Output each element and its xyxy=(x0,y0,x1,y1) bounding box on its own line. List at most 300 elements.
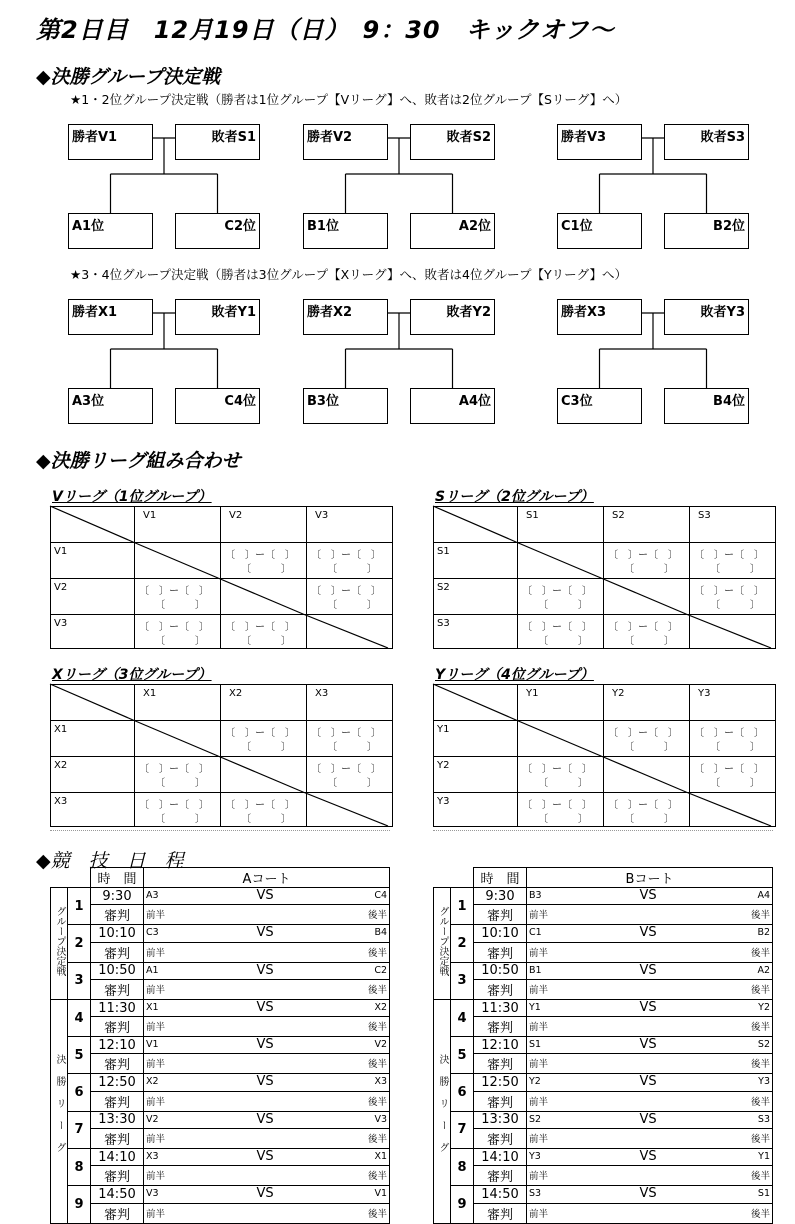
bracket-winner-box-label: 勝者V1 xyxy=(72,130,118,145)
league-col-header: S2 xyxy=(612,510,625,521)
bracket-loser-box xyxy=(410,124,495,160)
score-cell[interactable] xyxy=(694,585,771,613)
referee-label: 審判 xyxy=(91,1203,144,1223)
league-cell xyxy=(518,685,604,721)
match-number: 3 xyxy=(68,962,91,999)
match-cell xyxy=(527,999,773,1016)
league-cell xyxy=(307,721,393,757)
group-label-text: 決勝リーグ xyxy=(54,1054,65,1165)
bracket-seed-box xyxy=(557,388,642,424)
half-cell xyxy=(144,1203,390,1223)
vs-label: VS xyxy=(256,999,274,1015)
team-b: A4 xyxy=(757,890,770,901)
score-cell[interactable] xyxy=(139,621,216,649)
score-line: 〔 〕ー〔 〕 xyxy=(694,764,764,775)
court-header: Aコート xyxy=(144,868,390,888)
bracket-seed-box-label: B4位 xyxy=(713,394,745,409)
half-cell xyxy=(144,1017,390,1037)
referee-label: 審判 xyxy=(474,905,527,925)
score-cell[interactable] xyxy=(694,727,771,755)
score-total: 〔 〕 xyxy=(327,600,377,611)
match-time: 10:10 xyxy=(474,925,527,942)
half-cell xyxy=(144,1054,390,1074)
team-b: S2 xyxy=(757,1039,770,1051)
team-b: V2 xyxy=(374,1039,387,1051)
bracket-seed-box-label: B3位 xyxy=(307,394,339,409)
second-half: 後半 xyxy=(367,984,387,996)
bracket-loser-box xyxy=(664,124,749,160)
team-b: A2 xyxy=(757,964,770,976)
match-cell xyxy=(527,1037,773,1054)
score-cell[interactable] xyxy=(608,621,685,649)
league-col-header: X3 xyxy=(315,688,329,699)
league-cell xyxy=(604,579,690,615)
schedule-corner xyxy=(51,868,68,888)
team-b: Y2 xyxy=(758,1001,770,1013)
league-cell xyxy=(221,543,307,579)
referee-label: 審判 xyxy=(91,1166,144,1186)
league-cell xyxy=(690,685,776,721)
page-title: 第2日目 12月19日（日） 9：30 キックオフ〜 xyxy=(36,16,615,44)
score-cell[interactable] xyxy=(522,621,599,649)
match-time: 14:50 xyxy=(474,1186,527,1203)
league-cell xyxy=(518,615,604,649)
half-cell xyxy=(527,1054,773,1074)
score-cell[interactable] xyxy=(522,799,599,827)
referee-label: 審判 xyxy=(91,942,144,962)
bracket-loser-box-label: 敗者Y1 xyxy=(211,305,256,320)
first-half: 前半 xyxy=(146,910,166,922)
first-half: 前半 xyxy=(529,910,549,922)
league-row-header: Y3 xyxy=(437,796,450,807)
score-total: 〔 〕 xyxy=(710,564,760,575)
match-number: 2 xyxy=(451,925,474,962)
referee-label: 審判 xyxy=(474,1203,527,1223)
second-half: 後半 xyxy=(750,1134,770,1146)
league-cell xyxy=(518,721,604,757)
match-cell xyxy=(144,925,390,942)
score-cell[interactable] xyxy=(311,585,388,613)
match-time: 14:50 xyxy=(91,1186,144,1203)
second-half: 後半 xyxy=(750,1022,770,1034)
league-cell xyxy=(518,793,604,827)
half-cell xyxy=(527,1203,773,1223)
league-cell xyxy=(690,757,776,793)
vs-label: VS xyxy=(639,1149,657,1165)
league-cell xyxy=(307,685,393,721)
score-line: 〔 〕ー〔 〕 xyxy=(225,550,295,561)
match-number: 8 xyxy=(68,1149,91,1186)
team-a: A1 xyxy=(146,964,159,976)
score-line: 〔 〕ー〔 〕 xyxy=(608,728,678,739)
score-cell[interactable] xyxy=(225,727,302,755)
match-time: 10:10 xyxy=(91,925,144,942)
first-half: 前半 xyxy=(146,984,166,996)
second-half: 後半 xyxy=(367,1059,387,1071)
team-a: Y2 xyxy=(529,1076,541,1088)
first-half: 前半 xyxy=(146,1208,166,1220)
first-half: 前半 xyxy=(529,1022,549,1034)
bracket-loser-box-label: 敗者S1 xyxy=(211,130,256,145)
league-col-header: V3 xyxy=(315,510,329,521)
score-line: 〔 〕ー〔 〕 xyxy=(694,728,764,739)
schedule-table xyxy=(50,867,390,1224)
league-title: Xリーグ（3位グループ） xyxy=(52,667,212,683)
league-cell xyxy=(307,615,393,649)
team-a: C3 xyxy=(146,927,159,939)
score-total: 〔 〕 xyxy=(155,814,205,825)
score-line: 〔 〕ー〔 〕 xyxy=(139,622,209,633)
bracket-seed-box-label: C4位 xyxy=(224,394,256,409)
team-a: S3 xyxy=(529,1188,542,1200)
league-cell xyxy=(221,721,307,757)
league-row-header: X3 xyxy=(54,796,68,807)
score-cell[interactable] xyxy=(139,799,216,827)
match-number: 4 xyxy=(68,999,91,1036)
match-number: 5 xyxy=(451,1037,474,1074)
score-cell[interactable] xyxy=(139,585,216,613)
league-cell xyxy=(51,579,135,615)
league-cell xyxy=(135,579,221,615)
match-time: 11:30 xyxy=(91,999,144,1016)
bracket-seed-box xyxy=(303,388,388,424)
team-a: V3 xyxy=(146,1188,159,1200)
league-cell xyxy=(690,721,776,757)
score-total: 〔 〕 xyxy=(710,742,760,753)
league-cell xyxy=(51,507,135,543)
score-cell[interactable] xyxy=(694,549,771,577)
league-cell xyxy=(307,507,393,543)
score-cell[interactable] xyxy=(522,763,599,791)
league-row-header: S1 xyxy=(437,546,450,557)
league-cell xyxy=(604,685,690,721)
referee-label: 審判 xyxy=(91,1017,144,1037)
league-cell xyxy=(221,579,307,615)
team-a: Y3 xyxy=(529,1151,541,1163)
match-number: 7 xyxy=(451,1111,474,1148)
score-line: 〔 〕ー〔 〕 xyxy=(522,622,592,633)
score-total: 〔 〕 xyxy=(538,814,588,825)
bracket-seed-box-label: C1位 xyxy=(561,219,593,234)
bracket-seed-box-label: A4位 xyxy=(458,394,491,409)
score-cell[interactable] xyxy=(139,763,216,791)
league-cell xyxy=(307,757,393,793)
league-title: Sリーグ（2位グループ） xyxy=(435,489,594,505)
match-time: 10:50 xyxy=(91,962,144,979)
league-table xyxy=(50,506,393,649)
league-col-header: Y2 xyxy=(612,688,625,699)
first-half: 前半 xyxy=(529,1171,549,1183)
league-cell xyxy=(604,543,690,579)
league-cell xyxy=(135,721,221,757)
team-b: S1 xyxy=(757,1188,770,1200)
league-cell xyxy=(518,579,604,615)
league-cell xyxy=(434,579,518,615)
first-half: 前半 xyxy=(146,1171,166,1183)
bracket-seed-box xyxy=(664,388,749,424)
bracket-winner-box xyxy=(303,124,388,160)
vs-label: VS xyxy=(256,888,274,903)
score-cell[interactable] xyxy=(225,621,302,649)
league-row-header: V3 xyxy=(54,618,68,629)
bracket-winner-box xyxy=(557,299,642,335)
bracket-winner-box-label: 勝者X1 xyxy=(72,305,118,320)
league-col-header: X1 xyxy=(143,688,157,699)
vs-label: VS xyxy=(639,1186,657,1202)
bracket-winner-box-label: 勝者V3 xyxy=(561,130,607,145)
second-half: 後半 xyxy=(367,1134,387,1146)
match-number: 8 xyxy=(451,1149,474,1186)
league-cell xyxy=(51,757,135,793)
score-total: 〔 〕 xyxy=(155,636,205,647)
league-row-header: S3 xyxy=(437,618,450,629)
league-cell xyxy=(221,507,307,543)
match-time: 12:50 xyxy=(91,1074,144,1091)
league-cell xyxy=(434,757,518,793)
group-label-text: 決勝リーグ xyxy=(437,1054,448,1165)
match-time: 13:30 xyxy=(91,1111,144,1128)
league-cell xyxy=(434,543,518,579)
team-b: Y3 xyxy=(758,1076,770,1088)
league-cell xyxy=(51,721,135,757)
league-row-header: V1 xyxy=(54,546,68,557)
league-cell xyxy=(135,793,221,827)
match-cell xyxy=(144,1149,390,1166)
bracket-loser-box xyxy=(410,299,495,335)
league-row-header: Y1 xyxy=(437,724,450,735)
match-time: 12:50 xyxy=(474,1074,527,1091)
match-cell xyxy=(144,1074,390,1091)
team-a: V1 xyxy=(146,1039,159,1051)
bracket-loser-box-label: 敗者Y2 xyxy=(446,305,491,320)
time-header: 時 間 xyxy=(474,868,527,888)
score-line: 〔 〕ー〔 〕 xyxy=(608,622,678,633)
score-line: 〔 〕ー〔 〕 xyxy=(311,764,381,775)
vs-label: VS xyxy=(639,888,657,903)
second-half: 後半 xyxy=(750,984,770,996)
referee-label: 審判 xyxy=(474,1129,527,1149)
team-b: X1 xyxy=(374,1151,387,1163)
referee-label: 審判 xyxy=(91,905,144,925)
league-col-header: S1 xyxy=(526,510,539,521)
league-cell xyxy=(604,793,690,827)
score-cell[interactable] xyxy=(311,549,388,577)
league-cell xyxy=(221,615,307,649)
final-group-note-2: ★3・4位グループ決定戦（勝者は3位グループ【Xリーグ】へ、敗者は4位グループ【Yリーグ】へ） xyxy=(70,267,627,282)
first-half: 前半 xyxy=(529,947,549,959)
bracket-winner-box xyxy=(68,124,153,160)
referee-label: 審判 xyxy=(474,1054,527,1074)
league-row-header: V2 xyxy=(54,582,68,593)
second-half: 後半 xyxy=(367,910,387,922)
match-cell xyxy=(144,1037,390,1054)
half-cell xyxy=(527,1166,773,1186)
bracket-seed-box-label: C2位 xyxy=(224,219,256,234)
bracket-seed-box xyxy=(410,388,495,424)
referee-label: 審判 xyxy=(474,979,527,999)
bracket-seed-box xyxy=(410,213,495,249)
final-group-note-1: ★1・2位グループ決定戦（勝者は1位グループ【Vリーグ】へ、敗者は2位グループ【Sリーグ】へ） xyxy=(70,92,628,107)
league-cell xyxy=(221,793,307,827)
score-total: 〔 〕 xyxy=(155,600,205,611)
match-cell xyxy=(527,1149,773,1166)
second-half: 後半 xyxy=(367,1022,387,1034)
league-col-header: Y3 xyxy=(698,688,711,699)
league-cell xyxy=(307,793,393,827)
first-half: 前半 xyxy=(146,1134,166,1146)
second-half: 後半 xyxy=(750,1059,770,1071)
referee-label: 審判 xyxy=(474,1166,527,1186)
league-row-header: X2 xyxy=(54,760,68,771)
score-cell[interactable] xyxy=(225,549,302,577)
time-header: 時 間 xyxy=(91,868,144,888)
score-line: 〔 〕ー〔 〕 xyxy=(225,622,295,633)
half-cell xyxy=(144,905,390,925)
league-cell xyxy=(135,757,221,793)
team-b: S3 xyxy=(757,1113,770,1125)
team-a: V2 xyxy=(146,1113,159,1125)
league-cell xyxy=(604,507,690,543)
league-cell xyxy=(434,793,518,827)
match-number: 7 xyxy=(68,1111,91,1148)
score-line: 〔 〕ー〔 〕 xyxy=(522,586,592,597)
second-half: 後半 xyxy=(367,1208,387,1220)
half-cell xyxy=(144,1129,390,1149)
second-half: 後半 xyxy=(367,947,387,959)
first-half: 前半 xyxy=(146,1022,166,1034)
vs-label: VS xyxy=(256,925,274,941)
bracket-seed-box-label: A2位 xyxy=(458,219,491,234)
first-half: 前半 xyxy=(146,947,166,959)
league-cell xyxy=(518,757,604,793)
first-half: 前半 xyxy=(529,984,549,996)
match-number: 6 xyxy=(451,1074,474,1111)
league-col-header: V2 xyxy=(229,510,243,521)
match-time: 12:10 xyxy=(91,1037,144,1054)
score-total: 〔 〕 xyxy=(624,814,674,825)
score-total: 〔 〕 xyxy=(241,564,291,575)
team-b: X2 xyxy=(374,1001,387,1013)
referee-label: 審判 xyxy=(91,1054,144,1074)
league-cell xyxy=(434,721,518,757)
match-cell xyxy=(527,1111,773,1128)
bracket-seed-box xyxy=(175,213,260,249)
league-cell xyxy=(604,721,690,757)
match-number: 5 xyxy=(68,1037,91,1074)
match-time: 9:30 xyxy=(91,888,144,905)
league-table xyxy=(433,684,776,827)
team-a: X1 xyxy=(146,1001,159,1013)
score-line: 〔 〕ー〔 〕 xyxy=(694,550,764,561)
score-cell[interactable] xyxy=(608,799,685,827)
bracket-winner-box xyxy=(303,299,388,335)
half-cell xyxy=(527,1091,773,1111)
score-cell[interactable] xyxy=(311,727,388,755)
vs-label: VS xyxy=(256,962,274,978)
match-time: 14:10 xyxy=(474,1149,527,1166)
score-cell[interactable] xyxy=(694,763,771,791)
vs-label: VS xyxy=(639,1074,657,1090)
vs-label: VS xyxy=(639,1111,657,1127)
match-time: 10:50 xyxy=(474,962,527,979)
bracket-loser-box-label: 敗者S3 xyxy=(700,130,745,145)
match-number: 4 xyxy=(451,999,474,1036)
league-table xyxy=(50,684,393,827)
match-time: 12:10 xyxy=(474,1037,527,1054)
score-cell[interactable] xyxy=(522,585,599,613)
bracket-seed-box-label: B2位 xyxy=(713,219,745,234)
vs-label: VS xyxy=(256,1186,274,1202)
team-b: B4 xyxy=(374,927,387,939)
schedule-corner xyxy=(451,868,474,888)
bracket-winner-box xyxy=(68,299,153,335)
team-b: C2 xyxy=(374,964,387,976)
league-cell xyxy=(51,793,135,827)
score-cell[interactable] xyxy=(608,549,685,577)
group-label xyxy=(434,888,451,1000)
bracket-seed-box xyxy=(303,213,388,249)
score-cell[interactable] xyxy=(225,799,302,827)
team-b: B2 xyxy=(757,927,770,939)
league-cell xyxy=(434,685,518,721)
league-cell xyxy=(221,757,307,793)
court-header: Bコート xyxy=(527,868,773,888)
bracket-winner-box xyxy=(557,124,642,160)
match-cell xyxy=(144,888,390,905)
match-number: 1 xyxy=(451,888,474,925)
score-line: 〔 〕ー〔 〕 xyxy=(139,800,209,811)
vs-label: VS xyxy=(256,1074,274,1090)
match-cell xyxy=(527,962,773,979)
second-half: 後半 xyxy=(750,910,770,922)
score-line: 〔 〕ー〔 〕 xyxy=(311,586,381,597)
score-line: 〔 〕ー〔 〕 xyxy=(311,728,381,739)
first-half: 前半 xyxy=(529,1096,549,1108)
league-col-header: Y1 xyxy=(526,688,539,699)
schedule-corner xyxy=(434,868,451,888)
league-title: Vリーグ（1位グループ） xyxy=(52,489,212,505)
half-cell xyxy=(144,979,390,999)
score-cell[interactable] xyxy=(608,727,685,755)
bracket-seed-box-label: B1位 xyxy=(307,219,339,234)
score-total: 〔 〕 xyxy=(624,742,674,753)
bracket-loser-box-label: 敗者S2 xyxy=(446,130,491,145)
group-label xyxy=(434,999,451,1223)
league-cell xyxy=(135,615,221,649)
referee-label: 審判 xyxy=(474,1017,527,1037)
match-cell xyxy=(144,962,390,979)
league-col-header: V1 xyxy=(143,510,157,521)
score-cell[interactable] xyxy=(311,763,388,791)
score-line: 〔 〕ー〔 〕 xyxy=(522,764,592,775)
second-half: 後半 xyxy=(750,1208,770,1220)
vs-label: VS xyxy=(639,962,657,978)
league-cell xyxy=(690,615,776,649)
vs-label: VS xyxy=(256,1037,274,1053)
final-group-heading: ◆決勝グループ決定戦 xyxy=(36,66,221,88)
league-cell xyxy=(51,685,135,721)
league-cell xyxy=(221,685,307,721)
half-cell xyxy=(144,942,390,962)
league-cell xyxy=(135,543,221,579)
score-line: 〔 〕ー〔 〕 xyxy=(608,800,678,811)
league-cell xyxy=(307,579,393,615)
bracket-seed-box-label: A3位 xyxy=(72,394,105,409)
league-row-header: S2 xyxy=(437,582,450,593)
team-a: B3 xyxy=(529,890,542,901)
match-cell xyxy=(527,925,773,942)
league-cell xyxy=(690,579,776,615)
